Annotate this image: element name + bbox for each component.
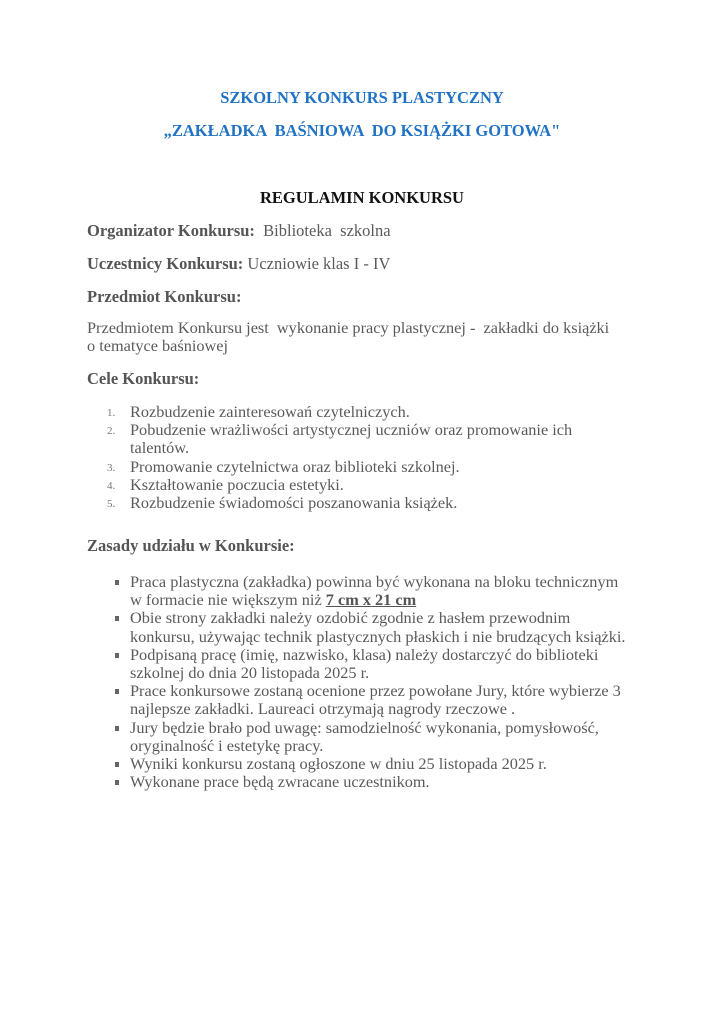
contest-subtitle: „ZAKŁADKA BAŚNIOWA DO KSIĄŻKI GOTOWA" xyxy=(163,121,561,140)
rule-text: Wyniki konkursu zostaną ogłoszone w dniu 25 listopada 2025 r. xyxy=(130,754,547,774)
rules-heading-text: Zasady udziału w Konkursie: xyxy=(87,536,295,555)
rule-item xyxy=(87,773,627,791)
goal-text: Promowanie czytelnictwa oraz biblioteki szkolnej. xyxy=(130,456,460,476)
goal-text: Rozbudzenie świadomości poszanowania książek. xyxy=(130,493,458,513)
bullet-icon xyxy=(115,762,119,767)
rule-item xyxy=(87,682,627,718)
goal-item xyxy=(87,476,627,494)
organizer-label: Organizator Konkursu: xyxy=(87,221,255,240)
participants-line xyxy=(87,254,390,274)
subject-text: Przedmiotem Konkursu jest wykonanie pracy plastycznej - zakładki do książki o tematyce baśniowej xyxy=(87,318,610,355)
rule-item xyxy=(87,719,627,755)
regulations-title: REGULAMIN KONKURSU xyxy=(260,188,464,207)
goal-item xyxy=(87,458,627,476)
subject-heading-text: Przedmiot Konkursu: xyxy=(87,287,242,306)
goal-number: 4. xyxy=(107,479,116,492)
goal-number: 3. xyxy=(107,461,116,474)
participants-value: Uczniowie klas I - IV xyxy=(243,254,391,273)
organizer-value: Biblioteka szkolna xyxy=(254,221,391,240)
organizer-line xyxy=(87,221,391,241)
goal-item xyxy=(87,494,627,512)
rule-text: Jury będzie brało pod uwagę: samodzielność wykonania, pomysłowość, oryginalność i estetykę pracy. xyxy=(130,717,599,755)
goal-item xyxy=(87,421,627,457)
goal-number: 5. xyxy=(107,498,116,511)
bullet-icon xyxy=(115,780,119,785)
bullet-icon xyxy=(115,653,119,658)
format-size-emphasis: 7 cm x 21 cm xyxy=(325,590,417,610)
goal-text: Pobudzenie wrażliwości artystycznej uczniów oraz promowanie ich talentów. xyxy=(130,420,573,458)
rule-text: Wykonane prace będą zwracane uczestnikom. xyxy=(130,772,430,792)
rule-text: Podpisaną pracę (imię, nazwisko, klasa) należy dostarczyć do biblioteki szkolnej do dnia 20 listopada 2025 r. xyxy=(130,644,599,683)
rule-item xyxy=(87,609,627,645)
bullet-icon xyxy=(115,689,119,694)
rule-item xyxy=(87,755,627,773)
goal-text: Rozbudzenie zainteresowań czytelniczych. xyxy=(130,402,410,421)
participants-label: Uczestnicy Konkursu: xyxy=(87,254,244,273)
rule-text: Obie strony zakładki należy ozdobić zgodnie z hasłem przewodnim konkursu, używając technik plastycznych płaskich i nie brudzących książki. xyxy=(130,608,626,646)
goal-number: 2. xyxy=(107,425,116,438)
rule-item xyxy=(87,646,627,682)
bullet-icon xyxy=(115,726,119,731)
rule-text: Praca plastyczna (zakładka) powinna być wykonana na bloku technicznym w formacie nie większym niż xyxy=(130,572,619,610)
bullet-icon xyxy=(115,616,119,621)
goal-item xyxy=(87,403,627,421)
bullet-icon xyxy=(115,580,119,585)
goals-list xyxy=(87,403,627,512)
goal-text: Kształtowanie poczucia estetyki. xyxy=(130,474,344,494)
subject-heading xyxy=(87,287,241,307)
rule-item xyxy=(87,573,627,609)
goal-number: 1. xyxy=(107,407,116,419)
rules-list xyxy=(87,573,627,791)
rule-text: Prace konkursowe zostaną ocenione przez powołane Jury, które wybierze 3 najlepsze zakładki. Laureaci otrzymają nagrody rzeczowe . xyxy=(130,681,621,719)
rules-heading xyxy=(87,536,295,556)
goals-heading-text: Cele Konkursu: xyxy=(87,369,200,388)
goals-heading xyxy=(87,369,199,389)
contest-title: SZKOLNY KONKURS PLASTYCZNY xyxy=(220,88,504,107)
